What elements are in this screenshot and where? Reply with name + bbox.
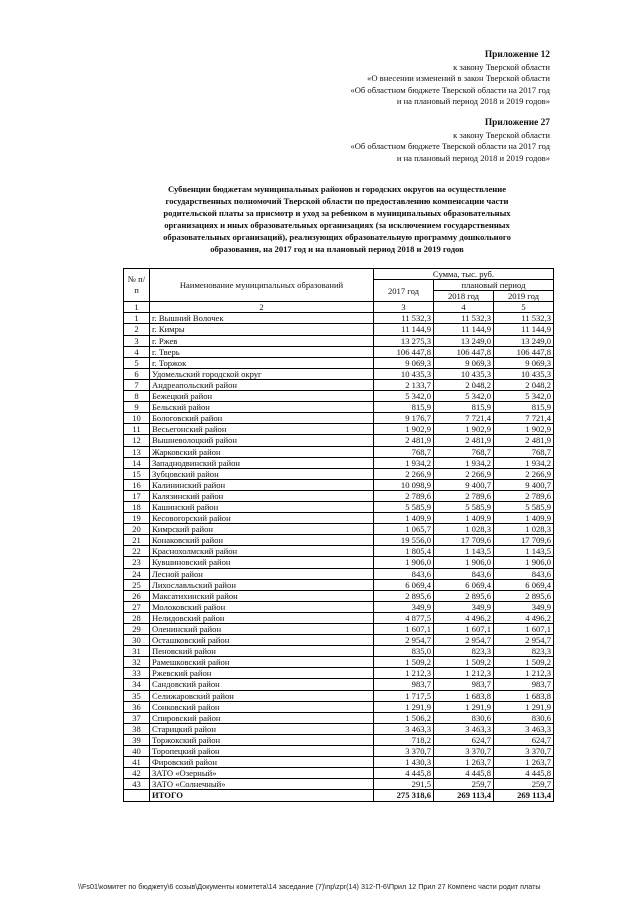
amount-2018: 815,9	[434, 402, 494, 413]
table-row	[124, 435, 554, 446]
row-number: 33	[124, 668, 150, 679]
header-row-number: № п/п	[124, 269, 150, 302]
row-number: 5	[124, 357, 150, 368]
municipality-name: Торопецкий район	[150, 746, 374, 757]
amount-2018: 1 607,1	[434, 624, 494, 635]
table-row	[124, 579, 554, 590]
amount-2017: 2 789,6	[374, 490, 434, 501]
row-number: 23	[124, 557, 150, 568]
amount-2017: 9 069,3	[374, 357, 434, 368]
municipality-name: г. Вышний Волочек	[150, 313, 374, 324]
municipality-name: Западнодвинский район	[150, 457, 374, 468]
municipality-name: г. Торжок	[150, 357, 374, 368]
header-2018: 2018 год	[434, 291, 494, 302]
amount-2017: 19 556,0	[374, 535, 434, 546]
row-number: 22	[124, 546, 150, 557]
file-path-footer: \\Fs01\комитет по бюджету\6 созыв\Документы комитета\14 заседание (7)\пр\zpr(14) 312-П-6\Прил 12 Прил 27 Компенс части родит платы	[78, 882, 541, 891]
amount-2017: 11 532,3	[374, 313, 434, 324]
amount-2018: 768,7	[434, 446, 494, 457]
amount-2017: 843,6	[374, 568, 434, 579]
table-row	[124, 468, 554, 479]
document-title-line: организациях и иных образовательных организациях (за исключением государственных	[164, 219, 510, 230]
appendix-12-line: и на плановый период 2018 и 2019 годов»	[396, 96, 550, 107]
row-number: 30	[124, 635, 150, 646]
amount-2018: 2 266,9	[434, 468, 494, 479]
amount-2019: 2 954,7	[494, 635, 554, 646]
row-number: 34	[124, 679, 150, 690]
amount-2017: 2 895,6	[374, 590, 434, 601]
row-number: 43	[124, 779, 150, 790]
row-number: 15	[124, 468, 150, 479]
row-number: 17	[124, 490, 150, 501]
municipality-name: Кувшиновский район	[150, 557, 374, 568]
amount-2019: 2 266,9	[494, 468, 554, 479]
amount-2018: 2 789,6	[434, 490, 494, 501]
municipality-name: Жарковский район	[150, 446, 374, 457]
row-number: 24	[124, 568, 150, 579]
amount-2018: 1 263,7	[434, 757, 494, 768]
row-number: 11	[124, 424, 150, 435]
amount-2017: 1 506,2	[374, 712, 434, 723]
table-row	[124, 457, 554, 468]
amount-2018: 259,7	[434, 779, 494, 790]
row-number: 38	[124, 723, 150, 734]
row-number: 10	[124, 413, 150, 424]
amount-2018: 1 683,8	[434, 690, 494, 701]
amount-2018: 1 409,9	[434, 513, 494, 524]
municipality-name: Спировский район	[150, 712, 374, 723]
amount-2017: 1 291,9	[374, 701, 434, 712]
row-number: 26	[124, 590, 150, 601]
table-row	[124, 679, 554, 690]
appendix-12-title: Приложение 12	[484, 50, 550, 60]
amount-2019: 823,3	[494, 646, 554, 657]
amount-2017: 4 445,8	[374, 768, 434, 779]
row-number: 36	[124, 701, 150, 712]
amount-2018: 4 445,8	[434, 768, 494, 779]
table-row	[124, 590, 554, 601]
amount-2019: 4 445,8	[494, 768, 554, 779]
appendix-12-line: к закону Тверской области	[453, 61, 550, 72]
row-number: 18	[124, 501, 150, 512]
row-number: 4	[124, 346, 150, 357]
municipality-name: Рамешковский район	[150, 657, 374, 668]
amount-2019: 1 902,9	[494, 424, 554, 435]
amount-2017: 1 430,3	[374, 757, 434, 768]
municipality-name: Кесовогорский район	[150, 513, 374, 524]
amount-2018: 11 144,9	[434, 324, 494, 335]
municipality-name: Калининский район	[150, 479, 374, 490]
table-row	[124, 746, 554, 757]
table-body	[124, 313, 554, 790]
header-2017: 2017 год	[374, 280, 434, 302]
amount-2019: 106 447,8	[494, 346, 554, 357]
amount-2017: 1 902,9	[374, 424, 434, 435]
amount-2017: 1 906,0	[374, 557, 434, 568]
table-row	[124, 779, 554, 790]
amount-2019: 17 709,6	[494, 535, 554, 546]
amount-2019: 5 342,0	[494, 391, 554, 402]
amount-2018: 17 709,6	[434, 535, 494, 546]
municipality-name: Молоковский район	[150, 601, 374, 612]
table-row	[124, 568, 554, 579]
amount-2017: 815,9	[374, 402, 434, 413]
amount-2018: 13 249,0	[434, 335, 494, 346]
amount-2018: 1 902,9	[434, 424, 494, 435]
amount-2019: 1 906,0	[494, 557, 554, 568]
table-row	[124, 768, 554, 779]
municipality-name: Пеновский район	[150, 646, 374, 657]
column-number-row	[124, 302, 554, 313]
amount-2017: 1 409,9	[374, 513, 434, 524]
row-number: 39	[124, 734, 150, 745]
municipality-name: Краснохолмский район	[150, 546, 374, 557]
amount-2017: 718,2	[374, 734, 434, 745]
amount-2017: 5 585,9	[374, 501, 434, 512]
appendix-27-header	[350, 118, 550, 164]
amount-2017: 4 877,5	[374, 612, 434, 623]
column-number: 1	[124, 302, 150, 313]
total-label: ИТОГО	[150, 790, 374, 801]
amount-2018: 983,7	[434, 679, 494, 690]
table-row	[124, 391, 554, 402]
amount-2018: 1 143,5	[434, 546, 494, 557]
table-row	[124, 601, 554, 612]
row-number: 3	[124, 335, 150, 346]
amount-2018: 106 447,8	[434, 346, 494, 357]
table-row	[124, 690, 554, 701]
table-row	[124, 313, 554, 324]
municipality-name: Селижаровский район	[150, 690, 374, 701]
table-row	[124, 479, 554, 490]
amount-2018: 830,6	[434, 712, 494, 723]
amount-2019: 4 496,2	[494, 612, 554, 623]
amount-2017: 2 954,7	[374, 635, 434, 646]
municipality-name: Бологовский район	[150, 413, 374, 424]
amount-2019: 9 069,3	[494, 357, 554, 368]
table-row	[124, 701, 554, 712]
amount-2017: 5 342,0	[374, 391, 434, 402]
table-row	[124, 402, 554, 413]
amount-2018: 9 069,3	[434, 357, 494, 368]
table-row	[124, 624, 554, 635]
amount-2018: 1 291,9	[434, 701, 494, 712]
document-title	[128, 184, 546, 255]
amount-2017: 9 176,7	[374, 413, 434, 424]
column-number: 5	[494, 302, 554, 313]
amount-2019: 2 481,9	[494, 435, 554, 446]
document-title-line: Субвенции бюджетам муниципальных районов и городских округов на осуществление	[167, 184, 507, 194]
row-number: 32	[124, 657, 150, 668]
row-number: 25	[124, 579, 150, 590]
municipality-name: Сонковский район	[150, 701, 374, 712]
municipality-name: Ржевский район	[150, 668, 374, 679]
table-row	[124, 379, 554, 390]
amount-2017: 2 481,9	[374, 435, 434, 446]
amount-2018: 5 585,9	[434, 501, 494, 512]
row-number: 19	[124, 513, 150, 524]
amount-2017: 1 934,2	[374, 457, 434, 468]
municipality-name: Фировский район	[150, 757, 374, 768]
amount-2019: 7 721,4	[494, 413, 554, 424]
amount-2019: 10 435,3	[494, 368, 554, 379]
amount-2019: 1 028,3	[494, 524, 554, 535]
table-row	[124, 413, 554, 424]
row-number: 41	[124, 757, 150, 768]
row-number: 40	[124, 746, 150, 757]
table-row	[124, 723, 554, 734]
appendix-27-line: «Об областном бюджете Тверской области на 2017 год	[350, 141, 550, 152]
municipality-name: ЗАТО «Солнечный»	[150, 779, 374, 790]
row-number: 20	[124, 524, 150, 535]
amount-2017: 10 435,3	[374, 368, 434, 379]
row-number: 6	[124, 368, 150, 379]
total-row	[124, 790, 554, 801]
amount-2018: 1 028,3	[434, 524, 494, 535]
row-number: 13	[124, 446, 150, 457]
amount-2018: 843,6	[434, 568, 494, 579]
document-title-line: образовательных организаций), реализующих образовательную программу дошкольного	[163, 231, 511, 242]
municipality-name: Бежецкий район	[150, 391, 374, 402]
row-number: 14	[124, 457, 150, 468]
subsidy-table	[123, 268, 554, 802]
document-title-line: образования, на 2017 год и на плановый период 2018 и 2019 годов	[210, 243, 464, 254]
row-number: 2	[124, 324, 150, 335]
amount-2018: 9 400,7	[434, 479, 494, 490]
appendix-12-header	[350, 50, 550, 108]
table-row	[124, 357, 554, 368]
table-row	[124, 324, 554, 335]
table-row	[124, 734, 554, 745]
total-empty-cell	[124, 790, 150, 801]
amount-2018: 2 481,9	[434, 435, 494, 446]
amount-2017: 983,7	[374, 679, 434, 690]
municipality-name: Бельский район	[150, 402, 374, 413]
amount-2017: 768,7	[374, 446, 434, 457]
table-row	[124, 535, 554, 546]
column-number: 2	[150, 302, 374, 313]
row-number: 29	[124, 624, 150, 635]
amount-2017: 1 065,7	[374, 524, 434, 535]
amount-2017: 349,9	[374, 601, 434, 612]
amount-2019: 624,7	[494, 734, 554, 745]
municipality-name: Старицкий район	[150, 723, 374, 734]
municipality-name: Калязинский район	[150, 490, 374, 501]
appendix-27-line: и на плановый период 2018 и 2019 годов»	[396, 152, 550, 163]
amount-2017: 3 463,3	[374, 723, 434, 734]
amount-2019: 2 048,2	[494, 379, 554, 390]
municipality-name: Андреапольский район	[150, 379, 374, 390]
amount-2019: 3 370,7	[494, 746, 554, 757]
amount-2018: 823,3	[434, 646, 494, 657]
amount-2017: 2 266,9	[374, 468, 434, 479]
row-number: 35	[124, 690, 150, 701]
table-row	[124, 657, 554, 668]
amount-2017: 13 275,3	[374, 335, 434, 346]
row-number: 1	[124, 313, 150, 324]
amount-2018: 4 496,2	[434, 612, 494, 623]
table-row	[124, 557, 554, 568]
municipality-name: Оленинский район	[150, 624, 374, 635]
table-row	[124, 757, 554, 768]
amount-2018: 10 435,3	[434, 368, 494, 379]
table-row	[124, 513, 554, 524]
amount-2017: 835,0	[374, 646, 434, 657]
row-number: 37	[124, 712, 150, 723]
amount-2019: 13 249,0	[494, 335, 554, 346]
municipality-name: Максатихинский район	[150, 590, 374, 601]
amount-2018: 7 721,4	[434, 413, 494, 424]
municipality-name: Зубцовский район	[150, 468, 374, 479]
amount-2018: 3 463,3	[434, 723, 494, 734]
municipality-name: г. Ржев	[150, 335, 374, 346]
row-number: 27	[124, 601, 150, 612]
amount-2017: 2 133,7	[374, 379, 434, 390]
table-row	[124, 446, 554, 457]
amount-2017: 10 098,9	[374, 479, 434, 490]
appendix-27-line: к закону Тверской области	[453, 129, 550, 140]
amount-2019: 5 585,9	[494, 501, 554, 512]
amount-2019: 2 789,6	[494, 490, 554, 501]
amount-2019: 1 683,8	[494, 690, 554, 701]
amount-2017: 11 144,9	[374, 324, 434, 335]
table-row	[124, 712, 554, 723]
amount-2018: 2 954,7	[434, 635, 494, 646]
amount-2019: 815,9	[494, 402, 554, 413]
amount-2017: 3 370,7	[374, 746, 434, 757]
appendix-12-line: «О внесении изменений в закон Тверской области	[367, 73, 550, 84]
column-number: 4	[434, 302, 494, 313]
table-row	[124, 501, 554, 512]
municipality-name: ЗАТО «Озерный»	[150, 768, 374, 779]
amount-2019: 6 069,4	[494, 579, 554, 590]
header-municipality: Наименование муниципальных образований	[150, 269, 374, 302]
amount-2019: 9 400,7	[494, 479, 554, 490]
table-row	[124, 424, 554, 435]
table-row	[124, 612, 554, 623]
municipality-name: г. Кимры	[150, 324, 374, 335]
municipality-name: Конаковский район	[150, 535, 374, 546]
document-title-line: государственных полномочий Тверской области по предоставлению компенсации части	[165, 195, 509, 206]
table-row	[124, 490, 554, 501]
amount-2017: 1 509,2	[374, 657, 434, 668]
table-row	[124, 368, 554, 379]
amount-2019: 983,7	[494, 679, 554, 690]
amount-2019: 1 509,2	[494, 657, 554, 668]
amount-2017: 291,5	[374, 779, 434, 790]
municipality-name: Осташковский район	[150, 635, 374, 646]
municipality-name: Кашинский район	[150, 501, 374, 512]
table-row	[124, 346, 554, 357]
column-number: 3	[374, 302, 434, 313]
amount-2017: 1 607,1	[374, 624, 434, 635]
row-number: 9	[124, 402, 150, 413]
row-number: 28	[124, 612, 150, 623]
municipality-name: Торжокский район	[150, 734, 374, 745]
municipality-name: Удомельский городской округ	[150, 368, 374, 379]
amount-2019: 830,6	[494, 712, 554, 723]
amount-2019: 11 532,3	[494, 313, 554, 324]
amount-2019: 843,6	[494, 568, 554, 579]
amount-2018: 624,7	[434, 734, 494, 745]
amount-2018: 11 532,3	[434, 313, 494, 324]
amount-2017: 6 069,4	[374, 579, 434, 590]
header-planned-period: плановый период	[434, 280, 554, 291]
amount-2017: 1 805,4	[374, 546, 434, 557]
amount-2019: 3 463,3	[494, 723, 554, 734]
document-title-line: родительской платы за присмотр и уход за ребенком в муниципальных образовательных	[163, 207, 511, 218]
amount-2019: 1 934,2	[494, 457, 554, 468]
amount-2017: 1 212,3	[374, 668, 434, 679]
header-sum: Сумма, тыс. руб.	[374, 269, 554, 280]
amount-2018: 2 895,6	[434, 590, 494, 601]
amount-2018: 2 048,2	[434, 379, 494, 390]
amount-2019: 11 144,9	[494, 324, 554, 335]
amount-2018: 5 342,0	[434, 391, 494, 402]
amount-2019: 1 291,9	[494, 701, 554, 712]
table-row	[124, 546, 554, 557]
municipality-name: г. Тверь	[150, 346, 374, 357]
amount-2019: 1 212,3	[494, 668, 554, 679]
amount-2018: 3 370,7	[434, 746, 494, 757]
row-number: 8	[124, 391, 150, 402]
appendix-12-line: «Об областном бюджете Тверской области на 2017 год	[350, 84, 550, 95]
total-2018: 269 113,4	[434, 790, 494, 801]
row-number: 16	[124, 479, 150, 490]
header-2019: 2019 год	[494, 291, 554, 302]
amount-2018: 6 069,4	[434, 579, 494, 590]
municipality-name: Весьегонский район	[150, 424, 374, 435]
municipality-name: Лесной район	[150, 568, 374, 579]
row-number: 31	[124, 646, 150, 657]
row-number: 42	[124, 768, 150, 779]
table-row	[124, 335, 554, 346]
amount-2018: 1 934,2	[434, 457, 494, 468]
total-2017: 275 318,6	[374, 790, 434, 801]
row-number: 21	[124, 535, 150, 546]
amount-2017: 106 447,8	[374, 346, 434, 357]
amount-2018: 349,9	[434, 601, 494, 612]
amount-2019: 259,7	[494, 779, 554, 790]
amount-2019: 1 263,7	[494, 757, 554, 768]
amount-2019: 1 409,9	[494, 513, 554, 524]
amount-2019: 1 143,5	[494, 546, 554, 557]
appendix-27-title: Приложение 27	[484, 118, 550, 128]
amount-2019: 2 895,6	[494, 590, 554, 601]
amount-2019: 349,9	[494, 601, 554, 612]
amount-2017: 1 717,5	[374, 690, 434, 701]
table-row	[124, 668, 554, 679]
amount-2019: 768,7	[494, 446, 554, 457]
municipality-name: Лихославльский район	[150, 579, 374, 590]
amount-2018: 1 212,3	[434, 668, 494, 679]
table-row	[124, 646, 554, 657]
row-number: 7	[124, 379, 150, 390]
municipality-name: Сандовский район	[150, 679, 374, 690]
municipality-name: Нелидовский район	[150, 612, 374, 623]
table-row	[124, 524, 554, 535]
table-row	[124, 635, 554, 646]
amount-2018: 1 906,0	[434, 557, 494, 568]
municipality-name: Кимрский район	[150, 524, 374, 535]
amount-2018: 1 509,2	[434, 657, 494, 668]
municipality-name: Вышневолоцкий район	[150, 435, 374, 446]
row-number: 12	[124, 435, 150, 446]
total-2019: 269 113,4	[494, 790, 554, 801]
amount-2019: 1 607,1	[494, 624, 554, 635]
